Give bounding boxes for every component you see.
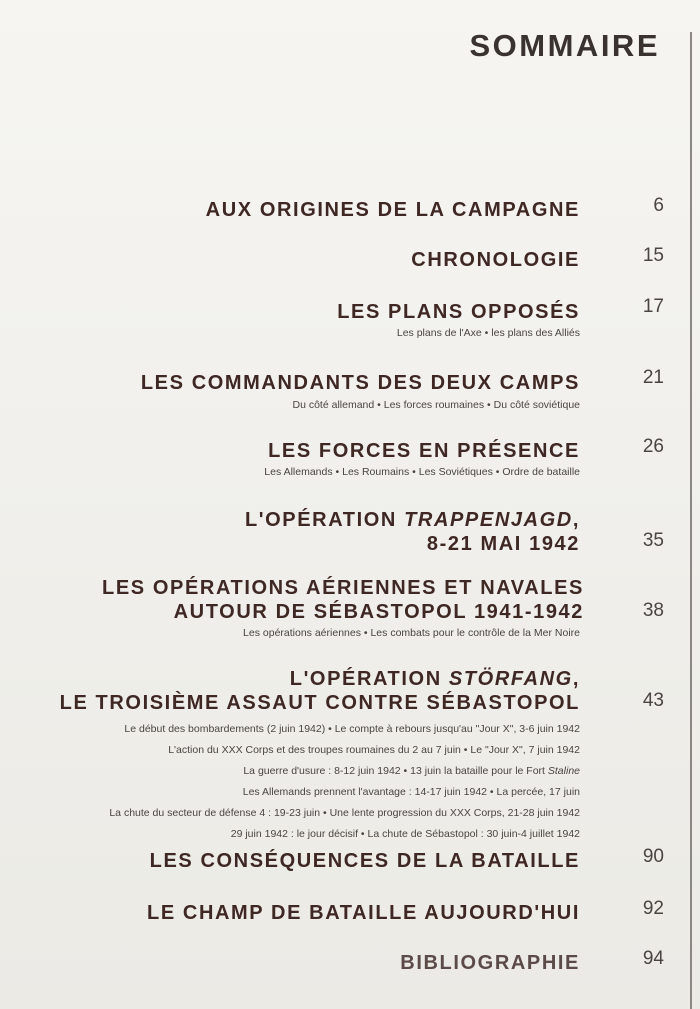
toc-subsections bbox=[109, 719, 580, 845]
toc-page-number: 43 bbox=[642, 690, 664, 711]
heading-text: L'OPÉRATION bbox=[244, 509, 405, 531]
toc-heading[interactable]: LES PLANS OPPOSÉS bbox=[337, 301, 580, 323]
toc-page-number: 92 bbox=[642, 898, 664, 919]
toc-subsection-line: La chute du secteur de défense 4 : 19-23 juin • Une lente progression du XXX Corps, 21-28 juin 1942 bbox=[109, 807, 580, 819]
heading-italic-text: STÖRFANG bbox=[448, 668, 573, 690]
toc-heading[interactable] bbox=[60, 667, 580, 715]
toc-heading[interactable] bbox=[245, 508, 580, 556]
toc-subsection-line: Du côté allemand • Les forces roumaines • Du côté soviétique bbox=[292, 399, 580, 411]
heading-line-1: LES OPÉRATIONS AÉRIENNES ET NAVALES bbox=[102, 577, 584, 599]
heading-text: , bbox=[572, 509, 580, 531]
subsection-italic-text: Staline bbox=[547, 765, 580, 777]
heading-line-2: LE TROISIÈME ASSAUT CONTRE SÉBASTOPOL bbox=[59, 692, 580, 714]
toc-heading[interactable]: CHRONOLOGIE bbox=[411, 249, 580, 271]
toc-subsections bbox=[243, 623, 580, 644]
toc-page-number: 94 bbox=[642, 948, 664, 969]
toc-page-number: 15 bbox=[642, 245, 664, 266]
toc-heading[interactable]: BIBLIOGRAPHIE bbox=[400, 952, 580, 974]
toc-subsection-line: 29 juin 1942 : le jour décisif • La chute de Sébastopol : 30 juin-4 juillet 1942 bbox=[230, 828, 580, 840]
toc-subsection-line: Les Allemands • Les Roumains • Les Soviétiques • Ordre de bataille bbox=[264, 466, 580, 478]
toc-subsections bbox=[264, 462, 580, 483]
toc-heading[interactable] bbox=[102, 576, 584, 624]
heading-line-1 bbox=[290, 668, 580, 690]
toc-subsection-line: L'action du XXX Corps et des troupes roumaines du 2 au 7 juin • Le "Jour X", 7 juin 1942 bbox=[168, 744, 580, 756]
toc-subsection-line: Le début des bombardements (2 juin 1942) • Le compte à rebours jusqu'au "Jour X", 3-6 juin 1942 bbox=[124, 723, 580, 735]
toc-subsection-line: Les plans de l'Axe • les plans des Alliés bbox=[396, 327, 580, 339]
vertical-rule bbox=[690, 32, 692, 1009]
heading-text: L'OPÉRATION bbox=[289, 668, 449, 690]
page-title: SOMMAIRE bbox=[469, 28, 660, 63]
toc-heading[interactable]: LES FORCES EN PRÉSENCE bbox=[268, 440, 580, 462]
toc-page-number: 6 bbox=[653, 195, 664, 216]
toc-page-number: 26 bbox=[642, 436, 664, 457]
subsection-text: La guerre d'usure : 8-12 juin 1942 • 13 juin la bataille pour le Fort bbox=[243, 765, 548, 777]
toc-page-number: 17 bbox=[642, 296, 664, 317]
toc-subsections bbox=[397, 323, 580, 344]
heading-line-2: 8-21 MAI 1942 bbox=[426, 533, 580, 555]
heading-text: , bbox=[572, 668, 580, 690]
toc-subsection-line: Les Allemands prennent l'avantage : 14-17 juin 1942 • La percée, 17 juin bbox=[242, 786, 580, 798]
toc-heading[interactable]: AUX ORIGINES DE LA CAMPAGNE bbox=[205, 199, 580, 221]
toc-heading[interactable]: LES COMMANDANTS DES DEUX CAMPS bbox=[140, 372, 580, 394]
heading-line-1 bbox=[245, 509, 580, 531]
toc-subsection-line: Les opérations aériennes • Les combats pour le contrôle de la Mer Noire bbox=[243, 627, 580, 639]
toc-subsections bbox=[293, 395, 581, 416]
toc-page-number: 90 bbox=[642, 846, 664, 867]
toc-subsection-line bbox=[109, 761, 580, 782]
toc-heading[interactable]: LE CHAMP DE BATAILLE AUJOURD'HUI bbox=[147, 902, 580, 924]
toc-page-number: 38 bbox=[642, 600, 664, 621]
toc-page-number: 35 bbox=[642, 530, 664, 551]
toc-page-number: 21 bbox=[642, 367, 664, 388]
heading-line-2: AUTOUR DE SÉBASTOPOL 1941-1942 bbox=[173, 601, 584, 623]
heading-italic-text: TRAPPENJAGD bbox=[404, 509, 573, 531]
toc-heading[interactable]: LES CONSÉQUENCES DE LA BATAILLE bbox=[149, 850, 580, 872]
